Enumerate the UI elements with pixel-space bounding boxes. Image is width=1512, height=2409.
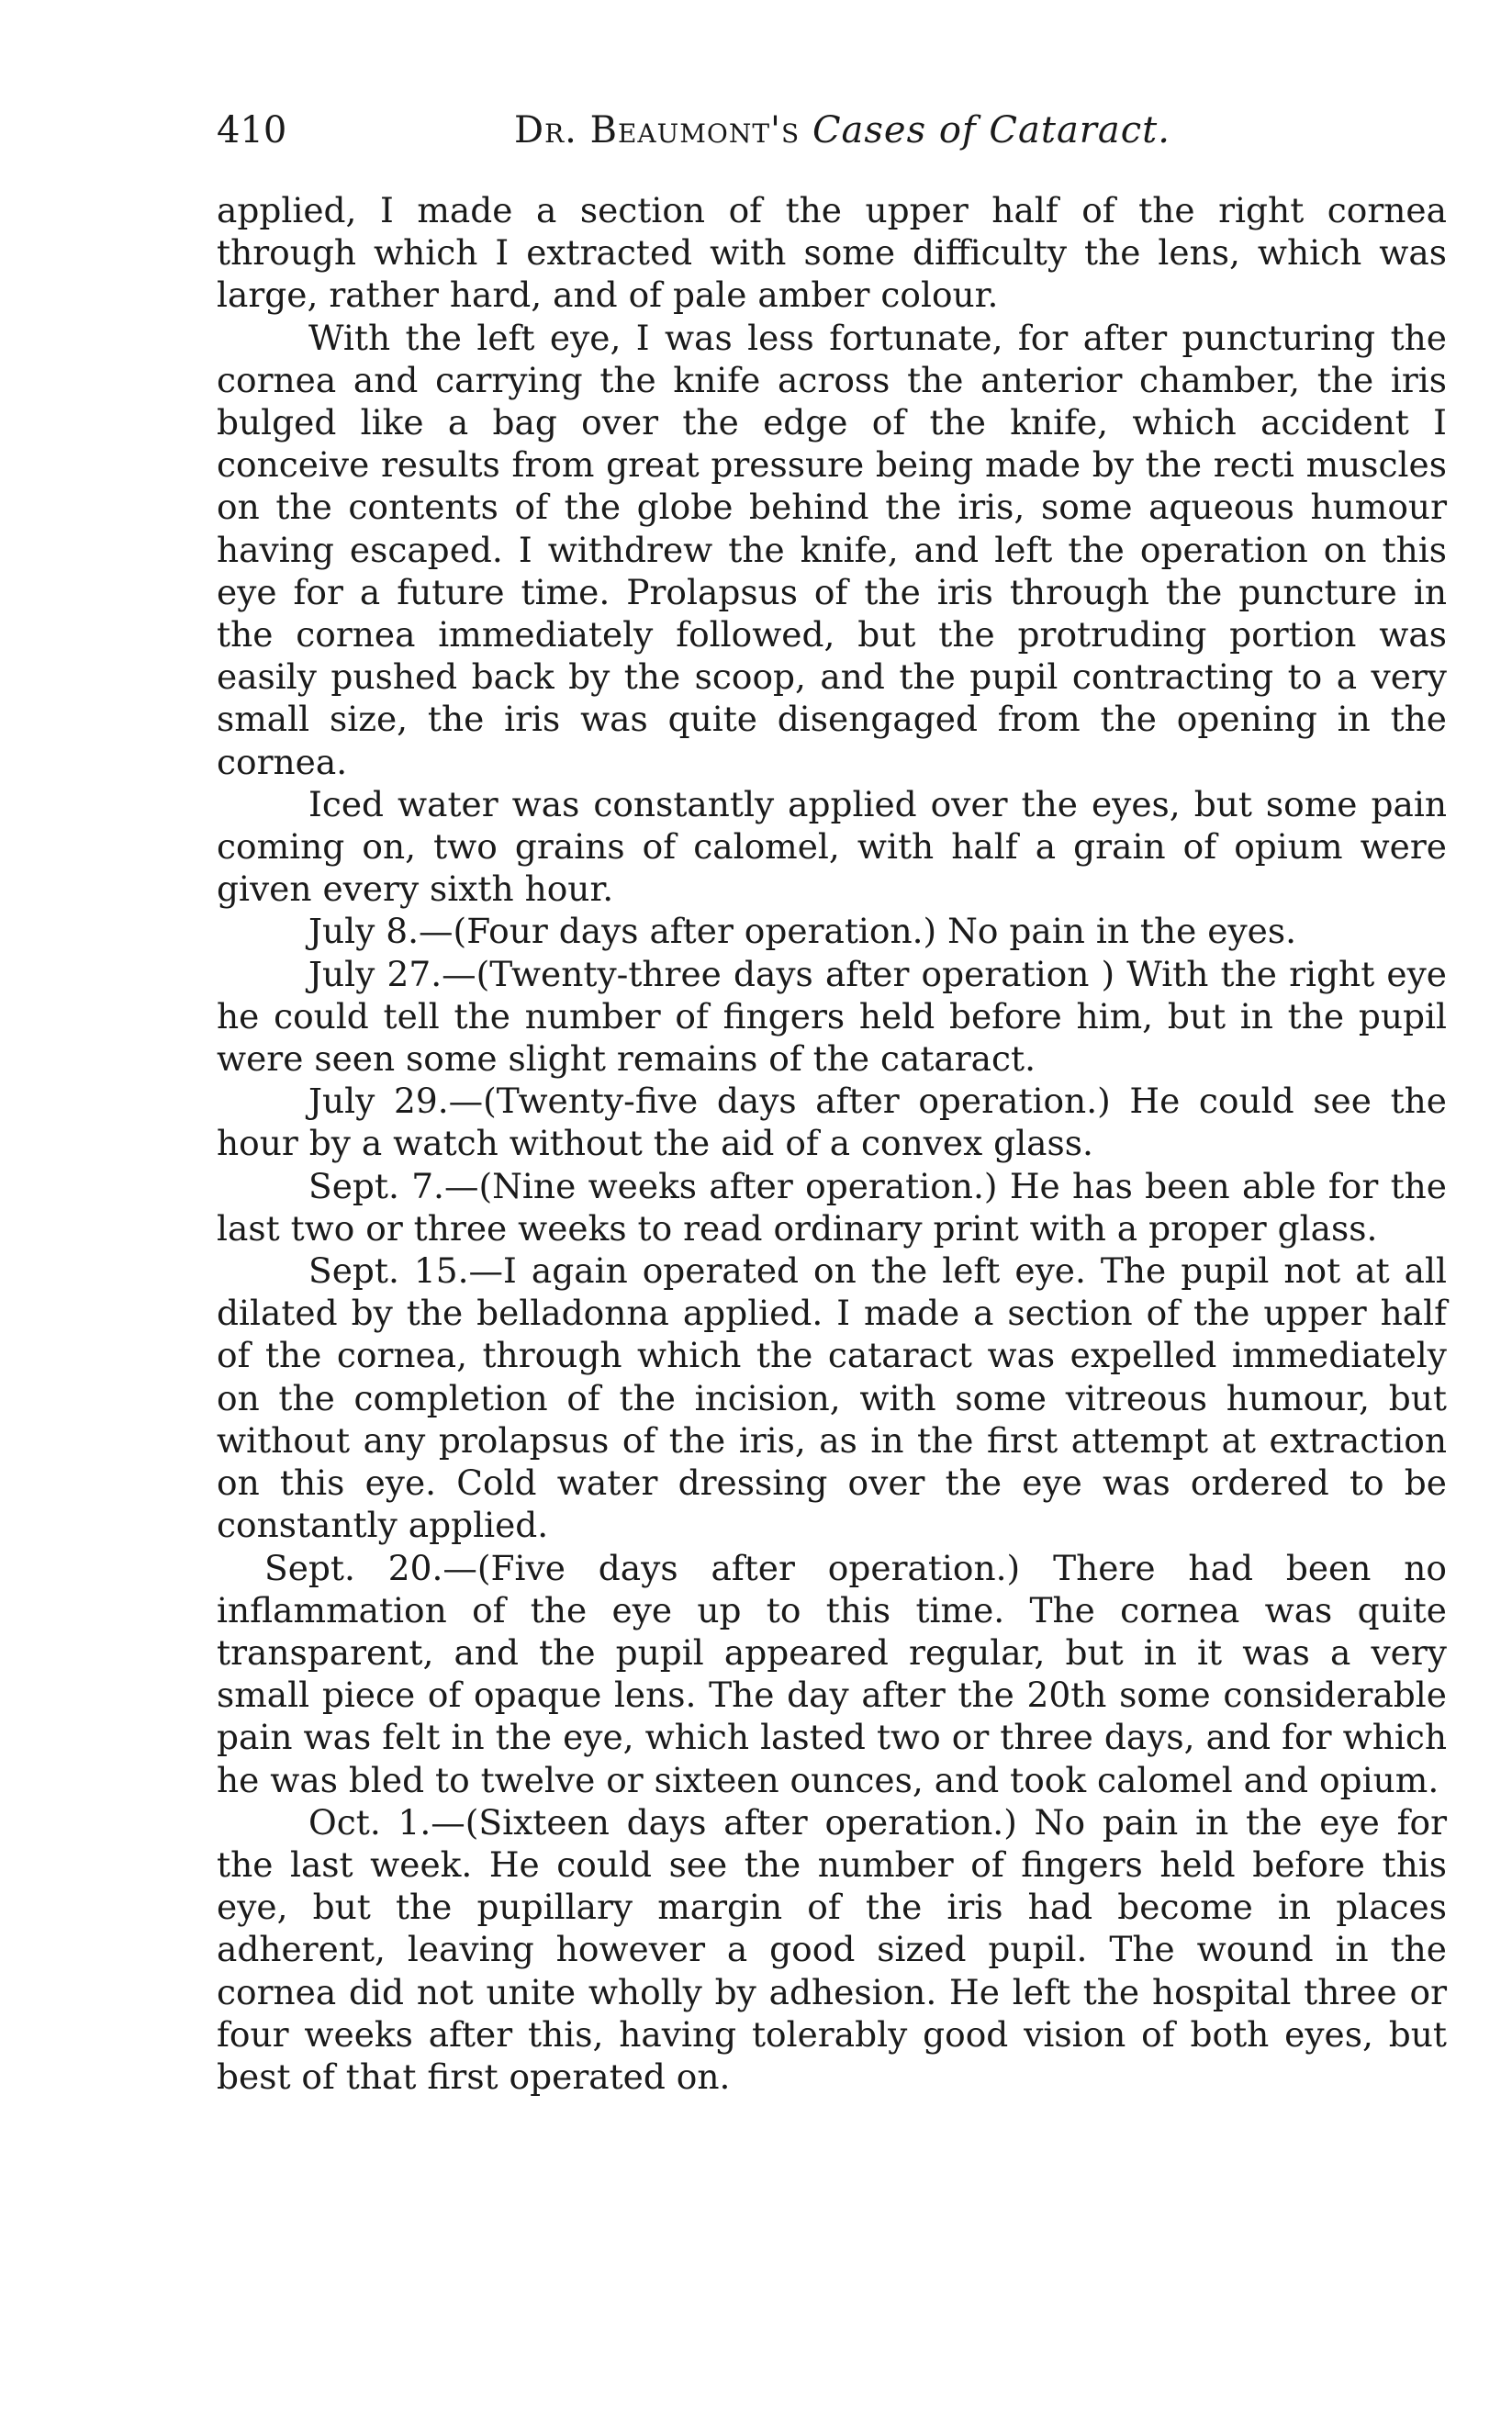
running-head-author: Dr. Beaumont's: [514, 109, 801, 151]
paragraph: Sept. 15.—I again operated on the left eye. The pupil not at all dilated by the belladonna applied. I made a section of the upper half of the cornea, through which the cataract was expelled immediately on the completion of the incision, with some vitreous humour, but without any prolapsus of the iris, as in the first attempt at extraction on this eye. Cold water dressing over the eye was ordered to be constantly applied.: [217, 1250, 1447, 1546]
page-header: [217, 103, 1447, 158]
paragraph: July 27.—(Twenty-three days after operation ) With the right eye he could tell the number of fingers held before him, but in the pupil were seen some slight remains of the cataract.: [217, 953, 1447, 1080]
paragraph: Iced water was constantly applied over the eyes, but some pain coming on, two grains of calomel, with half a grain of opium were given every sixth hour.: [217, 783, 1447, 910]
body-text: [217, 189, 1447, 2098]
paragraph: Sept. 20.—(Five days after operation.) There had been no inflammation of the eye up to this time. The cornea was quite transparent, and the pupil appeared regular, but in it was a very small piece of opaque lens. The day after the 20th some considerable pain was felt in the eye, which lasted two or three days, and for which he was bled to twelve or sixteen ounces, and took calomel and opium.: [217, 1547, 1447, 1800]
page-number: 410: [217, 109, 287, 151]
paragraph: July 8.—(Four days after operation.) No pain in the eyes.: [308, 911, 1296, 952]
paragraph: Oct. 1.—(Sixteen days after operation.) No pain in the eye for the last week. He could see the number of fingers held before this eye, but the pupillary margin of the iris had become in places adherent, leaving however a good sized pupil. The wound in the cornea did not unite wholly by adhesion. He left the hospital three or four weeks after this, having tolerably good vision of both eyes, but best of that first operated on.: [217, 1801, 1447, 2097]
paragraph: Sept. 7.—(Nine weeks after operation.) He has been able for the last two or three weeks to read ordinary print with a proper glass.: [217, 1165, 1447, 1249]
paragraph: applied, I made a section of the upper half of the right cornea through which I extracted with some difficulty the lens, which was large, rather hard, and of pale amber colour.: [217, 190, 1447, 316]
running-head: [514, 103, 1170, 158]
paragraph: With the left eye, I was less fortunate, for after puncturing the cornea and carrying the knife across the anterior chamber, the iris bulged like a bag over the edge of the knife, which accident I conceive results from great pressure being made by the recti muscles on the contents of the globe behind the iris, some aqueous humour having escaped. I withdrew the knife, and left the operation on this eye for a future time. Prolapsus of the iris through the puncture in the cornea immediately followed, but the protruding portion was easily pushed back by the scoop, and the pupil contracting to a very small size, the iris was quite disengaged from the opening in the cornea.: [217, 317, 1447, 782]
paragraph: July 29.—(Twenty-five days after operation.) He could see the hour by a watch without the aid of a convex glass.: [217, 1081, 1447, 1164]
running-head-title: Cases of Cataract.: [812, 109, 1170, 151]
